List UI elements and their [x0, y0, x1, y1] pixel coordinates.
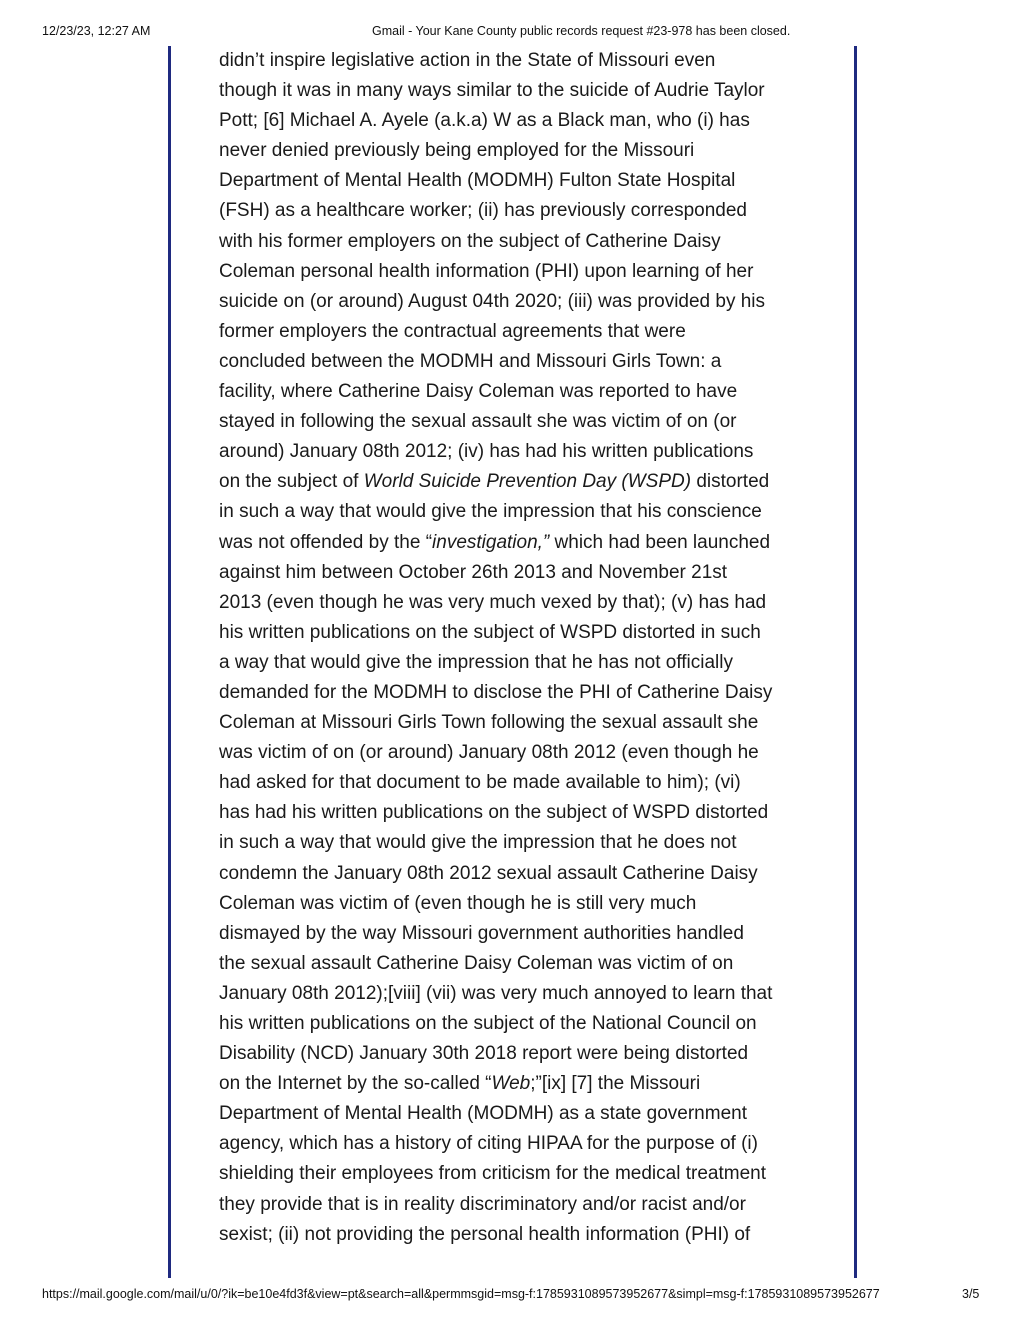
body-text-segment: on the subject of — [219, 471, 364, 493]
body-text-segment: Department of Mental Health (MODMH) Fulton State Hospital — [219, 170, 736, 192]
body-line — [219, 1039, 839, 1069]
body-text-segment: they provide that is in reality discriminatory and/or racist and/or — [219, 1193, 746, 1215]
body-text-segment: never denied previously being employed for the Missouri — [219, 140, 695, 162]
body-line — [219, 1069, 839, 1099]
body-line — [219, 1129, 839, 1159]
body-line — [219, 678, 839, 708]
body-line — [219, 648, 839, 678]
body-line — [219, 76, 839, 106]
body-text-segment: his written publications on the subject of WSPD distorted in such — [219, 621, 761, 643]
body-text-segment: his written publications on the subject of the National Council on — [219, 1013, 757, 1034]
body-text-segment: suicide on (or around) August 04th 2020; (iii) was provided by his — [219, 290, 766, 312]
body-line — [219, 1009, 839, 1039]
body-line — [219, 257, 839, 287]
body-line — [219, 467, 839, 497]
body-line — [219, 46, 839, 76]
body-text-segment: a way that would give the impression that he has not officially — [219, 651, 733, 673]
print-header-title: Gmail - Your Kane County public records request #23-978 has been closed. — [372, 24, 791, 38]
body-text-segment: Coleman personal health information (PHI) upon learning of her — [219, 260, 754, 282]
body-line — [219, 106, 839, 136]
body-text-segment: ;”[ix] [7] the Missouri — [530, 1073, 701, 1095]
quote-rule-right — [854, 46, 857, 1278]
body-text-segment: against him between October 26th 2013 and November 21st — [219, 561, 728, 583]
body-line — [219, 979, 839, 1009]
body-text-italic: Web — [491, 1073, 531, 1095]
quote-rule-left — [168, 46, 171, 1278]
print-footer-url: https://mail.google.com/mail/u/0/?ik=be10e4fd3f&view=pt&search=all&permmsgid=msg-f:1785931089573952677&simpl=msg-f:1785931089573952677 — [42, 1287, 880, 1301]
body-line — [219, 558, 839, 588]
body-text-segment: agency, which has a history of citing HIPAA for the purpose of (i) — [219, 1133, 758, 1155]
body-line — [219, 889, 839, 919]
body-text-segment: 2013 (even though he was very much vexed by that); (v) has had — [219, 591, 767, 613]
body-text-segment: was victim of on (or around) January 08th 2012 (even though he — [219, 742, 759, 764]
body-line — [219, 377, 839, 407]
body-line — [219, 227, 839, 257]
body-line — [219, 196, 839, 226]
body-text-segment: in such a way that would give the impression that his conscience — [219, 501, 762, 523]
body-text-segment: the sexual assault Catherine Daisy Coleman was victim of on — [219, 952, 734, 974]
body-line — [219, 919, 839, 949]
body-text-segment: stayed in following the sexual assault she was victim of on (or — [219, 411, 737, 433]
body-line — [219, 1220, 839, 1250]
quoted-message-body — [219, 46, 839, 1250]
body-text-segment: concluded between the MODMH and Missouri Girls Town: a — [219, 350, 722, 372]
body-text-segment: Disability (NCD) January 30th 2018 report were being distorted — [219, 1043, 749, 1065]
body-line — [219, 497, 839, 527]
body-line — [219, 798, 839, 828]
body-line — [219, 768, 839, 798]
body-text-italic: investigation,” — [432, 531, 550, 553]
body-text-segment: facility, where Catherine Daisy Coleman was reported to have — [219, 381, 738, 403]
body-text-segment: former employers the contractual agreements that were — [219, 320, 686, 342]
print-header-datetime: 12/23/23, 12:27 AM — [42, 24, 151, 38]
body-line — [219, 1190, 839, 1220]
body-line — [219, 618, 839, 648]
body-line — [219, 1099, 839, 1129]
body-line — [219, 859, 839, 889]
body-text-segment: Coleman was victim of (even though he is still very much — [219, 892, 697, 914]
body-text-segment: with his former employers on the subject of Catherine Daisy — [219, 230, 721, 252]
body-line — [219, 708, 839, 738]
body-text-segment: in such a way that would give the impression that he does not — [219, 832, 737, 854]
body-line — [219, 949, 839, 979]
body-text-segment: which had been launched — [549, 531, 771, 553]
body-line — [219, 828, 839, 858]
body-line — [219, 136, 839, 166]
body-text-segment: Department of Mental Health (MODMH) as a state government — [219, 1103, 747, 1125]
body-line — [219, 528, 839, 558]
body-text-segment: dismayed by the way Missouri government authorities handled — [219, 922, 744, 944]
body-line — [219, 407, 839, 437]
body-line — [219, 588, 839, 618]
body-line — [219, 738, 839, 768]
body-text-segment: had asked for that document to be made available to him); (vi) — [219, 772, 741, 794]
body-text-segment: (FSH) as a healthcare worker; (ii) has previously corresponded — [219, 200, 747, 222]
body-text-italic: World Suicide Prevention Day (WSPD) — [363, 471, 692, 493]
body-text-segment: distorted — [691, 471, 770, 493]
body-text-segment: sexist; (ii) not providing the personal health information (PHI) of — [219, 1223, 751, 1245]
body-text-segment: condemn the January 08th 2012 sexual assault Catherine Daisy — [219, 862, 758, 884]
body-text-segment: January 08th 2012);[viii] (vii) was very much annoyed to learn that — [219, 982, 773, 1004]
body-text-segment: shielding their employees from criticism for the medical treatment — [219, 1163, 766, 1185]
body-line — [219, 347, 839, 377]
body-line — [219, 287, 839, 317]
body-line — [219, 166, 839, 196]
print-footer-page-number: 3/5 — [962, 1287, 980, 1301]
body-line — [219, 317, 839, 347]
body-text-segment: though it was in many ways similar to the suicide of Audrie Taylor — [219, 80, 765, 102]
body-text-segment: has had his written publications on the subject of WSPD distorted — [219, 802, 769, 824]
body-text-segment: was not offended by the “ — [219, 531, 433, 553]
body-text-segment: demanded for the MODMH to disclose the PHI of Catherine Daisy — [219, 681, 773, 703]
body-text-segment: around) January 08th 2012; (iv) has had his written publications — [219, 441, 754, 463]
body-text-segment: Coleman at Missouri Girls Town following the sexual assault she — [219, 712, 759, 734]
body-text-segment: on the Internet by the so-called “ — [219, 1073, 492, 1095]
body-text-segment: Pott; [6] Michael A. Ayele (a.k.a) W as a Black man, who (i) has — [219, 110, 750, 132]
body-line — [219, 1159, 839, 1189]
body-line — [219, 437, 839, 467]
body-text-segment: didn’t inspire legislative action in the State of Missouri even — [219, 50, 716, 71]
